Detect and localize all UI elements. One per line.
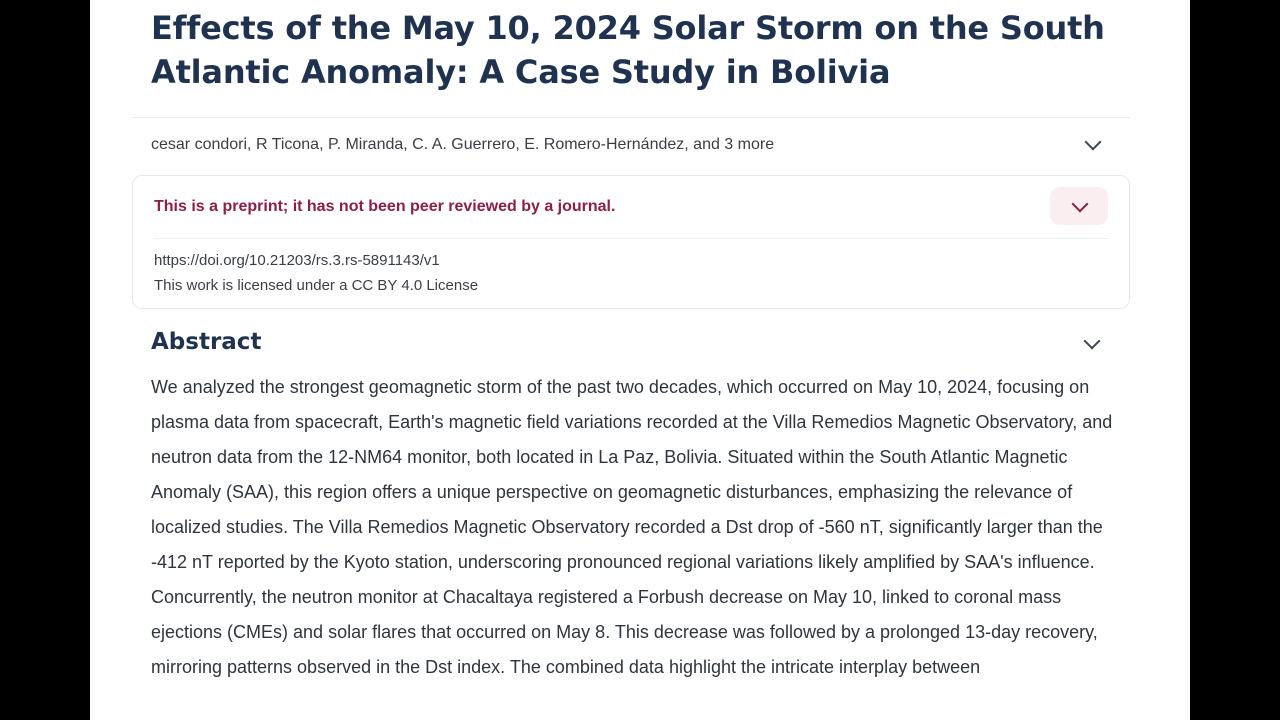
preprint-notice: This is a preprint; it has not been peer reviewed by a journal.: [154, 198, 616, 215]
notice-expand-button[interactable]: [1050, 187, 1108, 225]
chevron-down-icon[interactable]: [1085, 134, 1102, 151]
title-divider: [132, 117, 1130, 118]
license-text: This work is licensed under a CC BY 4.0 License: [154, 277, 479, 294]
article-page: [90, 0, 1190, 720]
doi-link[interactable]: https://doi.org/10.21203/rs.3.rs-5891143/v1: [154, 252, 440, 269]
authors-row[interactable]: [132, 126, 1130, 166]
abstract-text: We analyzed the strongest geomagnetic storm of the past two decades, which occurred on May 10, 2024, focusing on plasma data from spacecraft, Earth's magnetic field variations recorded at the Villa Remedios Magnetic Observatory, and neutron data from the 12-NM64 monitor, both located in La Paz, Bolivia. Situated within the South Atlantic Magnetic Anomaly (SAA), this region offers a unique perspective on geomagnetic disturbances, emphasizing the relevance of localized studies. The Villa Remedios Magnetic Observatory recorded a Dst drop of -560 nT, significantly larger than the -412 nT reported by the Kyoto station, underscoring pronounced regional variations likely amplified by SAA's influence. Concurrently, the neutron monitor at Chacaltaya registered a Forbush decrease on May 10, linked to coronal mass ejections (CMEs) and solar flares that occurred on May 8. This decrease was followed by a prolonged 13-day recovery, mirroring patterns observed in the Dst index. The combined data highlight the intricate interplay between: [151, 377, 1113, 677]
notice-divider: [154, 238, 1109, 239]
article-title: Effects of the May 10, 2024 Solar Storm on the South Atlantic Anomaly: A Case Study in Bolivia: [151, 9, 1105, 91]
author-list: cesar condori, R Ticona, P. Miranda, C. A. Guerrero, E. Romero-Hernández, and 3 more: [151, 136, 775, 153]
abstract-heading[interactable]: Abstract: [151, 329, 262, 355]
chevron-down-icon[interactable]: [1084, 333, 1101, 350]
chevron-down-icon: [1072, 196, 1089, 213]
preprint-notice-card: [132, 175, 1130, 309]
